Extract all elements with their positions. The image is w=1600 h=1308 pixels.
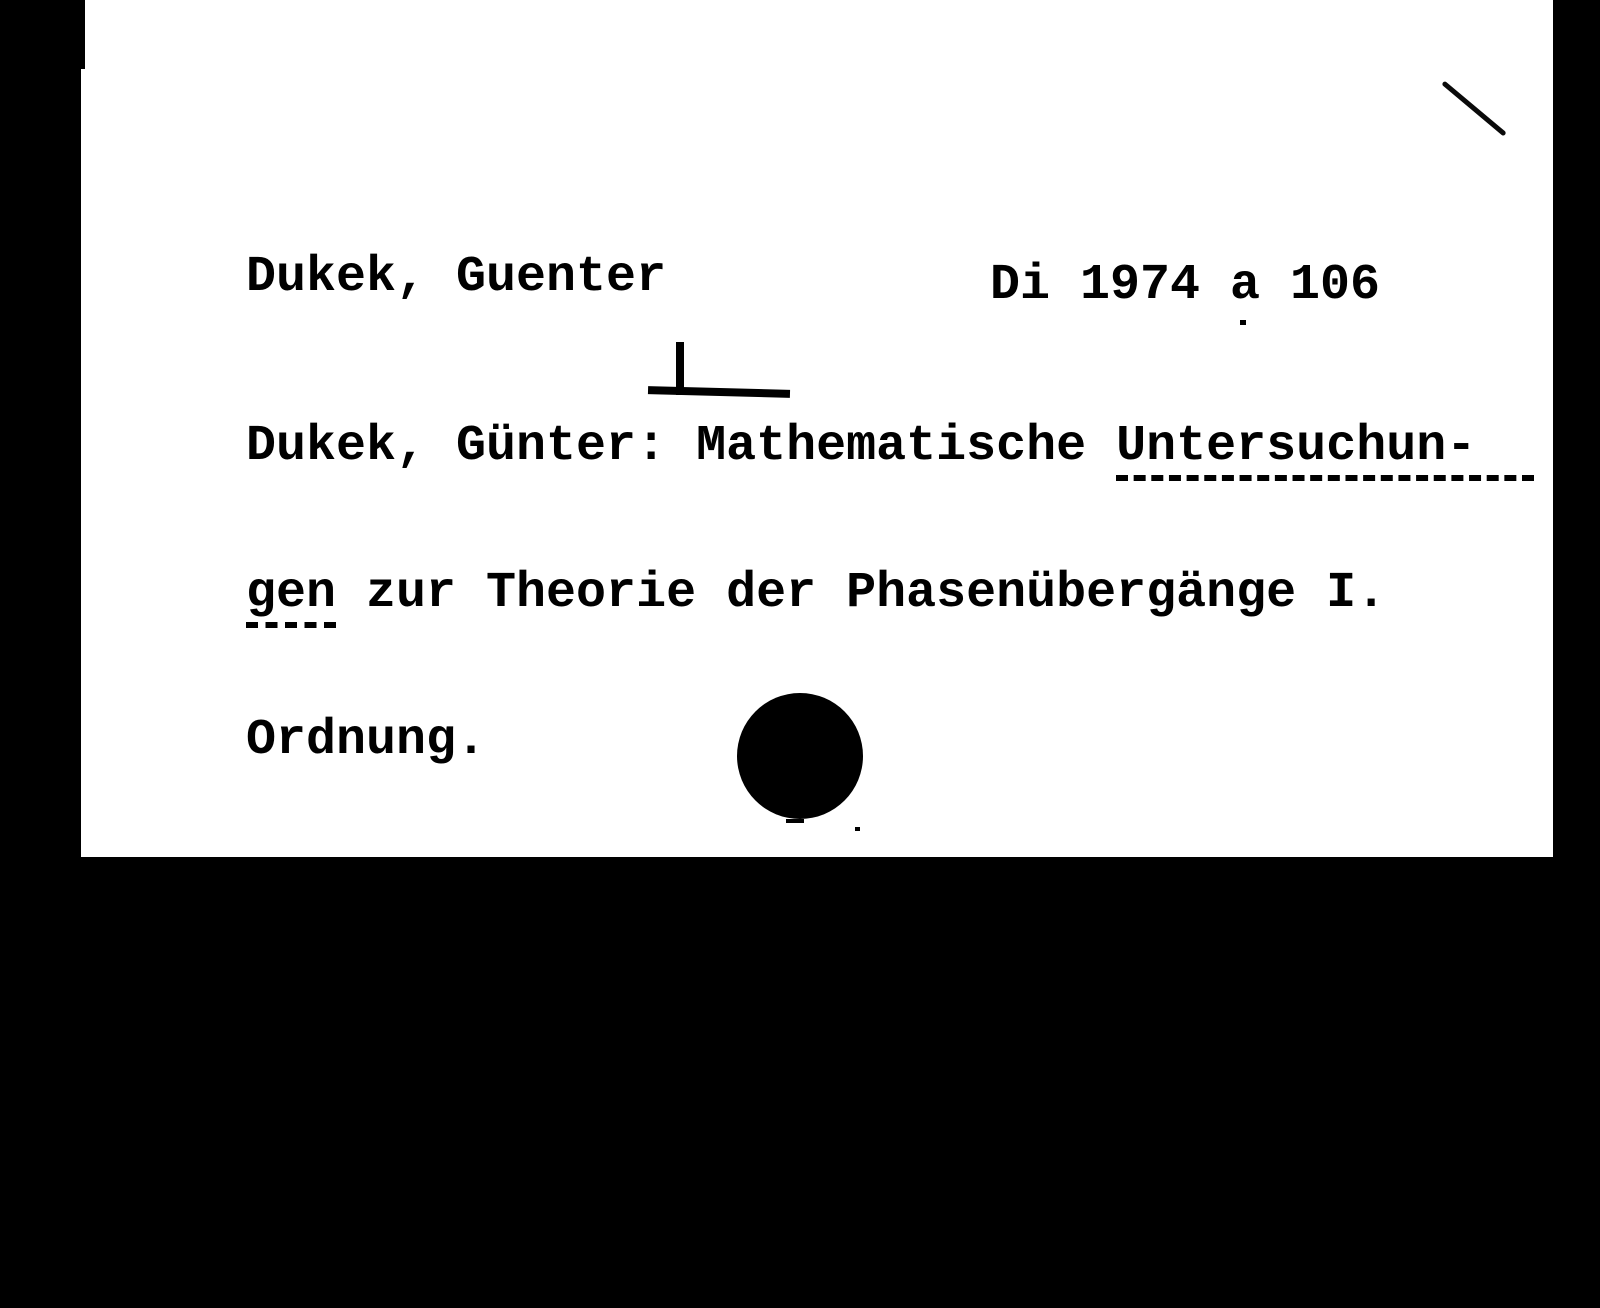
ink-speck bbox=[855, 827, 860, 831]
ink-speck bbox=[1240, 320, 1246, 325]
title-text: Mathematische bbox=[696, 418, 1117, 475]
format-superscript: 0 bbox=[1236, 855, 1255, 890]
keyword-underlined-continuation: gen bbox=[246, 565, 336, 628]
ink-dash-below-hole bbox=[786, 819, 804, 823]
entry-line-imprint bbox=[246, 855, 1534, 928]
hole-punch bbox=[737, 693, 863, 819]
title-text-rest: zur Theorie der Phasenübergänge I. bbox=[336, 565, 1387, 622]
dissertation-date-text: 6. 1973 bbox=[246, 1153, 457, 1210]
entry-line-title-end bbox=[246, 712, 1534, 769]
imprint-text: (Bamberg 1973: Schmacht.) 46 S. 8 bbox=[246, 870, 1237, 928]
entry-line-title-continued bbox=[246, 565, 1534, 622]
pen-stroke-mark bbox=[1441, 81, 1506, 137]
author-heading: Dukek, Guenter bbox=[246, 249, 667, 306]
entry-line-date bbox=[246, 1153, 1534, 1210]
right-scan-edge bbox=[1553, 0, 1600, 864]
catalog-entry bbox=[246, 324, 1534, 1304]
title-text-end: Ordnung. bbox=[246, 712, 487, 769]
call-number: Di 1974 a 106 bbox=[990, 257, 1381, 314]
entry-line-dissertation-note bbox=[246, 1006, 1534, 1063]
entry-author-statement: Dukek, Günter: bbox=[246, 418, 697, 475]
entry-line-title-start bbox=[246, 418, 1534, 475]
dissertation-note-text: Karlsruhe, Fak. f. Physik, Diss. v. 22. bbox=[246, 1006, 1417, 1063]
left-scan-edge-step bbox=[0, 0, 85, 69]
left-scan-edge bbox=[0, 0, 81, 864]
keyword-underlined: Untersuchun- bbox=[1116, 418, 1534, 481]
